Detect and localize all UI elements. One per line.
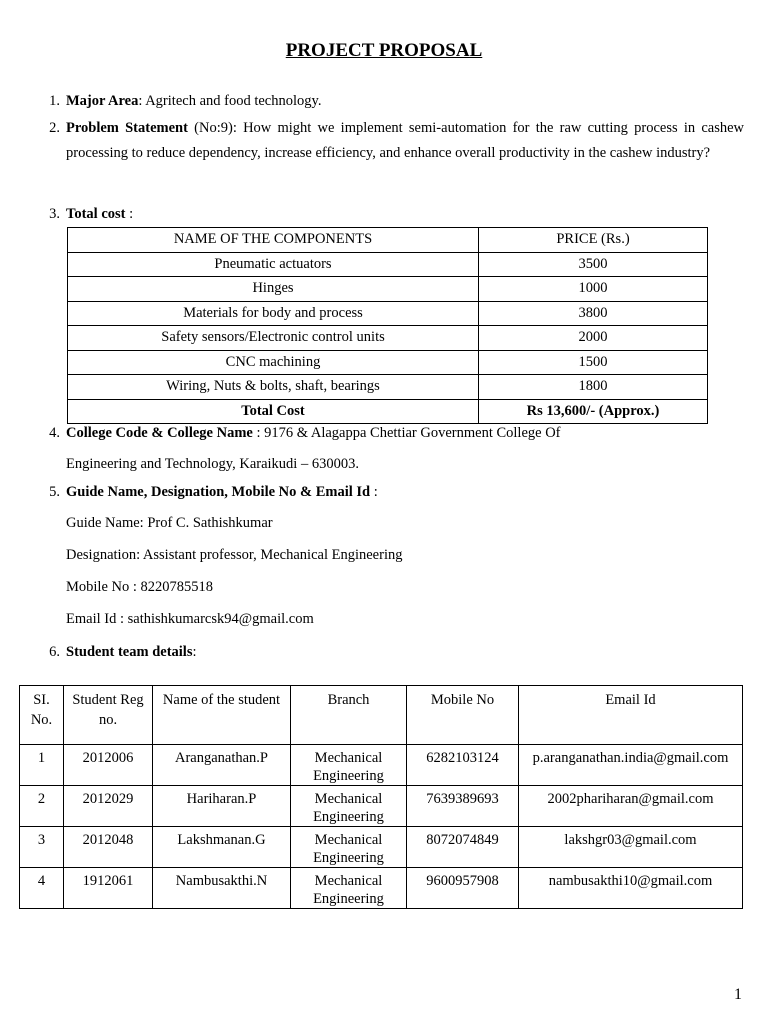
item-number: 5. [49,484,60,500]
item-total-cost [40,202,744,227]
cost-row [68,350,708,375]
team-cell: 6282103124 [407,745,519,786]
item-text: (No:9): How might we implement semi-automation for the raw cutting process in cashew processing to reduce dependency, increase efficiency, and enhance overall productivity in the cashew industry? [66,120,745,161]
team-cell: 9600957908 [407,868,519,909]
team-row [20,786,743,827]
team-cell: nambusakthi10@gmail.com [519,868,743,909]
team-cell: 4 [20,868,64,909]
item-problem-statement [40,116,744,166]
price-cell: 1000 [479,277,708,302]
team-cell: 7639389693 [407,786,519,827]
item-number: 3. [49,206,60,222]
component-cell: Pneumatic actuators [68,252,479,277]
component-cell: Materials for body and process [68,301,479,326]
component-cell: CNC machining [68,350,479,375]
team-cell: Lakshmanan.G [153,827,291,868]
team-cell: 2 [20,786,64,827]
item-number: 2. [49,120,60,136]
team-cell: Mechanical Engineering [291,786,407,827]
cost-header-cell: NAME OF THE COMPONENTS [68,228,479,253]
item-number: 6. [49,644,60,660]
team-cell: Aranganathan.P [153,745,291,786]
price-cell: 3800 [479,301,708,326]
price-cell: 2000 [479,326,708,351]
team-cell: 2002phariharan@gmail.com [519,786,743,827]
item-label: Student team details [66,644,193,660]
team-table [19,685,743,909]
cost-row [68,252,708,277]
team-header-cell: Student Reg no. [64,686,153,745]
item-text: : [192,644,197,660]
page-number: 1 [734,986,742,1003]
item-major-area [40,89,744,114]
team-cell: lakshgr03@gmail.com [519,827,743,868]
team-cell: Nambusakthi.N [153,868,291,909]
item-number: 1. [49,93,60,109]
team-header-cell: Mobile No [407,686,519,745]
team-cell: Mechanical Engineering [291,827,407,868]
price-cell: 1800 [479,375,708,400]
team-cell: Mechanical Engineering [291,868,407,909]
item-text: : [125,206,134,222]
item-text: : 9176 & Alagappa Chettiar Government College Of [252,425,561,441]
item-text: : [370,484,378,500]
guide-name: Guide Name: Prof C. Sathishkumar [66,515,273,531]
total-label-cell: Total Cost [68,399,479,424]
college-line-2: Engineering and Technology, Karaikudi – 630003. [66,456,359,472]
item-label: Total cost [66,206,126,222]
cost-table [67,227,708,424]
cost-header-cell: PRICE (Rs.) [479,228,708,253]
cost-total-row [68,399,708,424]
item-college [40,421,744,446]
cost-row [68,277,708,302]
cost-header-row [68,228,708,253]
team-cell: 2012048 [64,827,153,868]
team-cell: 8072074849 [407,827,519,868]
item-label: Problem Statement [66,120,188,136]
guide-email: Email Id : sathishkumarcsk94@gmail.com [66,611,314,627]
team-cell: 2012029 [64,786,153,827]
guide-mobile: Mobile No : 8220785518 [66,579,214,595]
component-cell: Safety sensors/Electronic control units [68,326,479,351]
team-row [20,745,743,786]
team-header-cell: Name of the student [153,686,291,745]
item-text: : Agritech and food technology. [138,93,322,109]
item-number: 4. [49,425,60,441]
team-row [20,868,743,909]
team-cell: 3 [20,827,64,868]
team-header-cell: Branch [291,686,407,745]
component-cell: Hinges [68,277,479,302]
team-row [20,827,743,868]
team-cell: 1 [20,745,64,786]
guide-designation: Designation: Assistant professor, Mechanical Engineering [66,547,403,563]
component-cell: Wiring, Nuts & bolts, shaft, bearings [68,375,479,400]
document-title: PROJECT PROPOSAL [285,40,483,61]
team-header-cell: Email Id [519,686,743,745]
cost-row [68,301,708,326]
team-cell: p.aranganathan.india@gmail.com [519,745,743,786]
team-header-row [20,686,743,745]
team-cell: Mechanical Engineering [291,745,407,786]
team-cell: Hariharan.P [153,786,291,827]
price-cell: 3500 [479,252,708,277]
cost-row [68,326,708,351]
price-cell: 1500 [479,350,708,375]
team-cell: 1912061 [64,868,153,909]
team-header-cell: SI. No. [20,686,64,745]
item-label: Guide Name, Designation, Mobile No & Email Id [66,484,371,500]
total-value-cell: Rs 13,600/- (Approx.) [479,399,708,424]
item-team [40,640,744,665]
item-label: Major Area [66,93,139,109]
cost-row [68,375,708,400]
item-guide [40,480,744,505]
item-label: College Code & College Name [66,425,253,441]
team-cell: 2012006 [64,745,153,786]
